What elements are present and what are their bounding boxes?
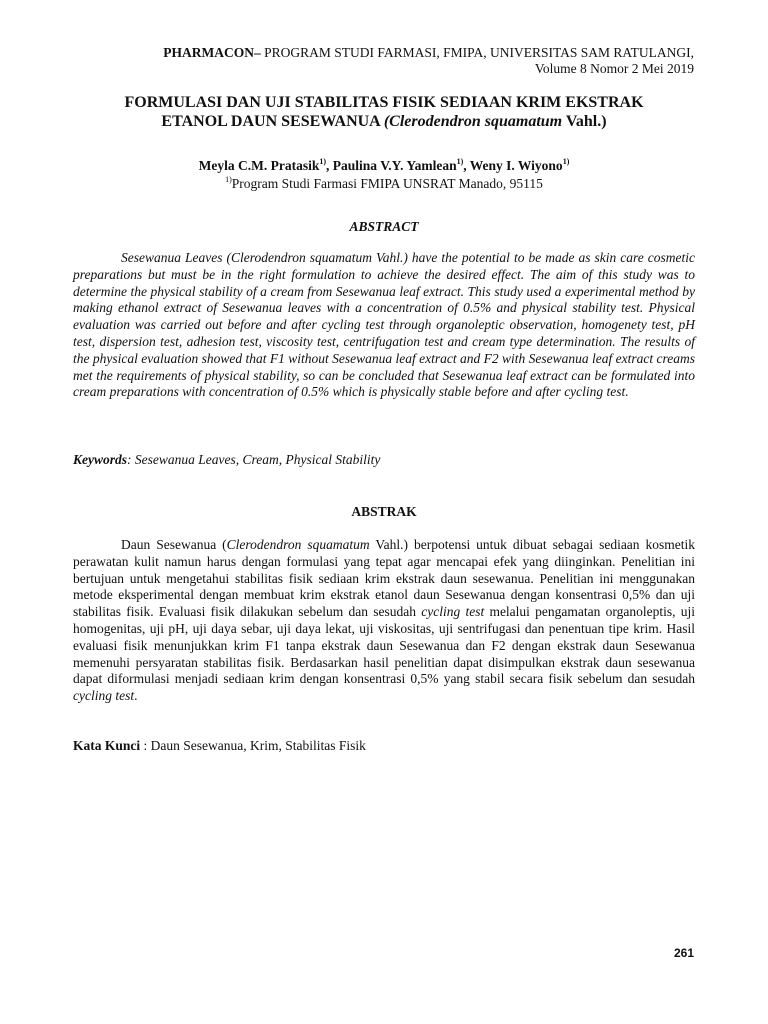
title-line-2: [60, 112, 708, 131]
abstrak-text-1: Daun Sesewanua (: [121, 537, 227, 552]
affiliation-mark: 1): [225, 175, 232, 184]
kata-kunci-label: Kata Kunci: [73, 738, 141, 753]
abstrak-text-3: melalui pengamatan organoleptis, uji homogenitas, uji pH, uji daya sebar, uji daya lekat, uji viskositas, uji sentrifugasi dan penentuan tipe krim. Hasil evaluasi fisik menunjukkan krim F1 tanpa ekstrak daun Sesewanua dan F2 dengan ekstrak daun Sesewanua memenuhi persyaratan stabilitas fisik. Berdasarkan hasil penelitian dapat disimpulkan ekstrak daun sesewanua dapat diformulasi menjadi sediaan krim dengan konsentrasi 0,5% yang stabil secara fisik sebelum dan sesudah: [73, 604, 695, 687]
author-1: Meyla C.M. Pratasik: [198, 158, 320, 173]
abstrak-cycling-test-1: cycling test: [421, 604, 485, 620]
affiliation: [60, 175, 708, 192]
abstrak-body: [73, 537, 695, 705]
kata-kunci-text: : Daun Sesewanua, Krim, Stabilitas Fisik: [140, 738, 366, 753]
title-species: (Clerodendron squamatum: [383, 113, 563, 130]
title-line-1: FORMULASI DAN UJI STABILITAS FISIK SEDIAAN KRIM EKSTRAK: [124, 94, 644, 111]
author-3-mark: 1): [562, 157, 570, 166]
journal-name: PHARMACON: [163, 45, 255, 60]
journal-program: PROGRAM STUDI FARMASI, FMIPA, UNIVERSITAS SAM RATULANGI,: [260, 45, 694, 60]
abstrak-text-2: Vahl.) berpotensi untuk dibuat sebagai sediaan kosmetik perawatan kulit namun harus dengan formulasi yang tepat agar mencapai efek yang diinginkan. Penelitian ini bertujuan untuk mengetahui stabilitas fisik sediaan krim ekstrak daun sesewanua. Penelitian ini menggunakan metode eksperimental dengan membuat krim ekstrak etanol daun Sesewanua dengan konsentrasi 0,5% dan uji stabilitas fisik. Evaluasi fisik dilakukan sebelum dan sesudah: [73, 537, 696, 620]
page-number: 261: [673, 946, 694, 960]
title-line-2-start: ETANOL DAUN SESEWANUA: [161, 113, 384, 130]
author-list: [60, 157, 708, 174]
abstract-heading: ABSTRACT: [349, 219, 419, 234]
abstrak-cycling-test-2: cycling test: [73, 688, 135, 704]
title-line-2-end: Vahl.): [562, 113, 607, 130]
keywords-text: : Sesewanua Leaves, Cream, Physical Stability: [127, 452, 381, 467]
author-2: Paulina V.Y. Yamlean: [332, 158, 457, 173]
paper-title: [60, 93, 708, 131]
author-sep-1: ,: [326, 158, 333, 173]
abstrak-text-4: .: [134, 688, 138, 704]
affiliation-text: Program Studi Farmasi FMIPA UNSRAT Manado, 95115: [231, 176, 543, 191]
abstract-text: Sesewanua Leaves (Clerodendron squamatum Vahl.) have the potential to be made as skin care cosmetic preparations but must be in the right formulation to achieve the desired effect. The aim of this study was to determine the physical stability of a cream from Sesewanua leaf extract. This study used a experimental method by making ethanol extract of Sesewanua leaves with a concentration of 0.5% and physical stability test. Physical evaluation was carried out before and after cycling test through organoleptic observation, homogenety test, pH test, dispersion test, adhesion test, viscosity test, centrifugation test and cream type determination. The results of the physical evaluation showed that F1 without Sesewanua leaf extract and F2 with Sesewanua leaf extract creams met the requirements of physical stability, so can be concluded that Sesewanua leaf extract can be formulated into cream preparations with concentration of 0.5% which is physically stable before and after cycling test.: [73, 250, 695, 400]
keywords-label: Keywords: [73, 452, 127, 467]
journal-header: [163, 44, 694, 61]
author-2-mark: 1): [456, 157, 464, 166]
journal-volume: Volume 8 Nomor 2 Mei 2019: [534, 61, 694, 76]
journal-dash: –: [254, 45, 261, 60]
author-1-mark: 1): [319, 157, 327, 166]
abstract-body: [73, 250, 695, 401]
abstrak-heading: ABSTRAK: [351, 504, 417, 519]
author-3: Weny I. Wiyono: [469, 158, 563, 173]
author-sep-2: ,: [463, 158, 470, 173]
keywords: [73, 452, 695, 469]
abstrak-species: Clerodendron squamatum: [226, 537, 370, 552]
kata-kunci: [73, 738, 695, 755]
